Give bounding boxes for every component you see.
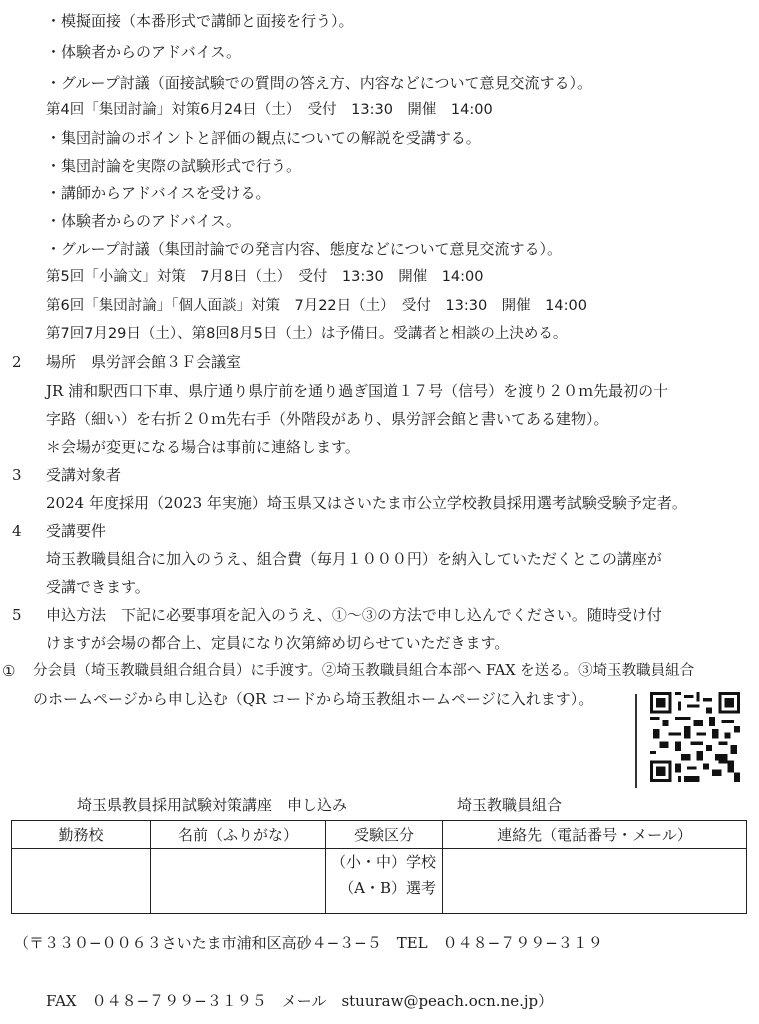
section-number: 4 [12,522,22,540]
place-title: 場所 県労評会館３Ｆ会議室 [46,353,242,371]
session4-item: ・講師からアドバイスを受ける。 [46,184,271,202]
kubun-school: （小・中）学校 [330,853,436,871]
circled-number: ① [2,662,16,680]
form-title: 埼玉県教員採用試験対策講座 申し込み [77,796,348,814]
target-title: 受講対象者 [46,466,122,484]
qr-code-icon[interactable] [650,692,740,782]
session5-line: 第5回「小論文」対策 7月8日（土） 受付 13:30 開催 14:00 [46,269,484,285]
place-note: ＊会場が変更になる場合は事前に連絡します。 [46,438,360,456]
session78-line: 第7回7月29日（土）、第8回8月5日（土）は予備日。受講者と相談の上決める。 [46,326,568,342]
session6-line: 第6回「集団討論」「個人面談」対策 7月22日（土） 受付 13:30 開催 14:00 [46,298,587,314]
col-exam-type: 受験区分 [326,821,443,849]
section-number: 2 [12,353,22,371]
exam-type-field[interactable] [326,849,443,914]
col-school: 勤務校 [12,821,151,849]
method-line: 分会員（埼玉教職員組合組合員）に手渡す。②埼玉教職員組合本部へ FAX を送る。③埼玉教職員組合 [33,663,695,679]
section-number: 5 [12,606,22,624]
session3-item: ・グループ討議（面接試験での質問の答え方、内容などについて意見交流する）。 [46,74,593,92]
form-org: 埼玉教職員組合 [457,796,563,814]
kubun-selection: （A・B）選考 [339,879,436,897]
apply-title: 申込方法 下記に必要事項を記入のうえ、①〜③の方法で申し込んでください。随時受け付 [46,606,662,624]
application-form [11,820,747,914]
session4-item: ・集団討論を実際の試験形式で行う。 [46,157,302,175]
place-line: 字路（細い）を右折２０ｍ先右手（外階段があり、県労評会館と書いてある建物）。 [46,410,609,428]
session3-item: ・体験者からのアドバイス。 [46,43,242,61]
session4-item: ・体験者からのアドバイス。 [46,212,242,230]
school-field[interactable] [12,849,151,914]
requirement-line: 埼玉教職員組合に加入のうえ、組合費（毎月１０００円）を納入していただくとこの講座が [46,550,662,568]
session4-item: ・グループ討議（集団討論での発言内容、態度などについて意見交流する）。 [46,240,563,258]
name-field[interactable] [151,849,326,914]
qr-divider [635,694,637,788]
col-contact: 連絡先（電話番号・メール） [443,821,747,849]
target-line: 2024 年度採用（2023 年実施）埼玉県又はさいたま市公立学校教員採用選考試験受験予定者。 [46,494,687,512]
requirement-line: 受講できます。 [46,578,150,596]
col-name: 名前（ふりがな） [151,821,326,849]
session4-header: 第4回「集団討論」対策6月24日（土） 受付 13:30 開催 14:00 [46,102,493,118]
address-line: （〒３３０−００６３さいたま市浦和区高砂４−３−５ TEL ０４８−７９９−３１９ [14,934,603,952]
requirement-title: 受講要件 [46,522,107,540]
apply-line: けますが会場の都合上、定員になり次第締め切らせていただきます。 [46,634,510,652]
session3-item: ・模擬面接（本番形式で講師と面接を行う）。 [46,12,354,30]
method-line: のホームページから申し込む（QR コードから埼玉教組ホームページに入れます）。 [33,690,594,708]
contact-field[interactable] [443,849,747,914]
section-number: 3 [12,466,22,484]
fax-line: FAX ０４８−７９９−３１９５ メール stuuraw@peach.ocn.ne.jp） [46,992,554,1010]
session4-item: ・集団討論のポイントと評価の観点についての解説を受講する。 [46,129,481,147]
place-line: JR 浦和駅西口下車、県庁通り県庁前を通り過ぎ国道１７号（信号）を渡り２０ｍ先最初の十 [46,382,669,400]
